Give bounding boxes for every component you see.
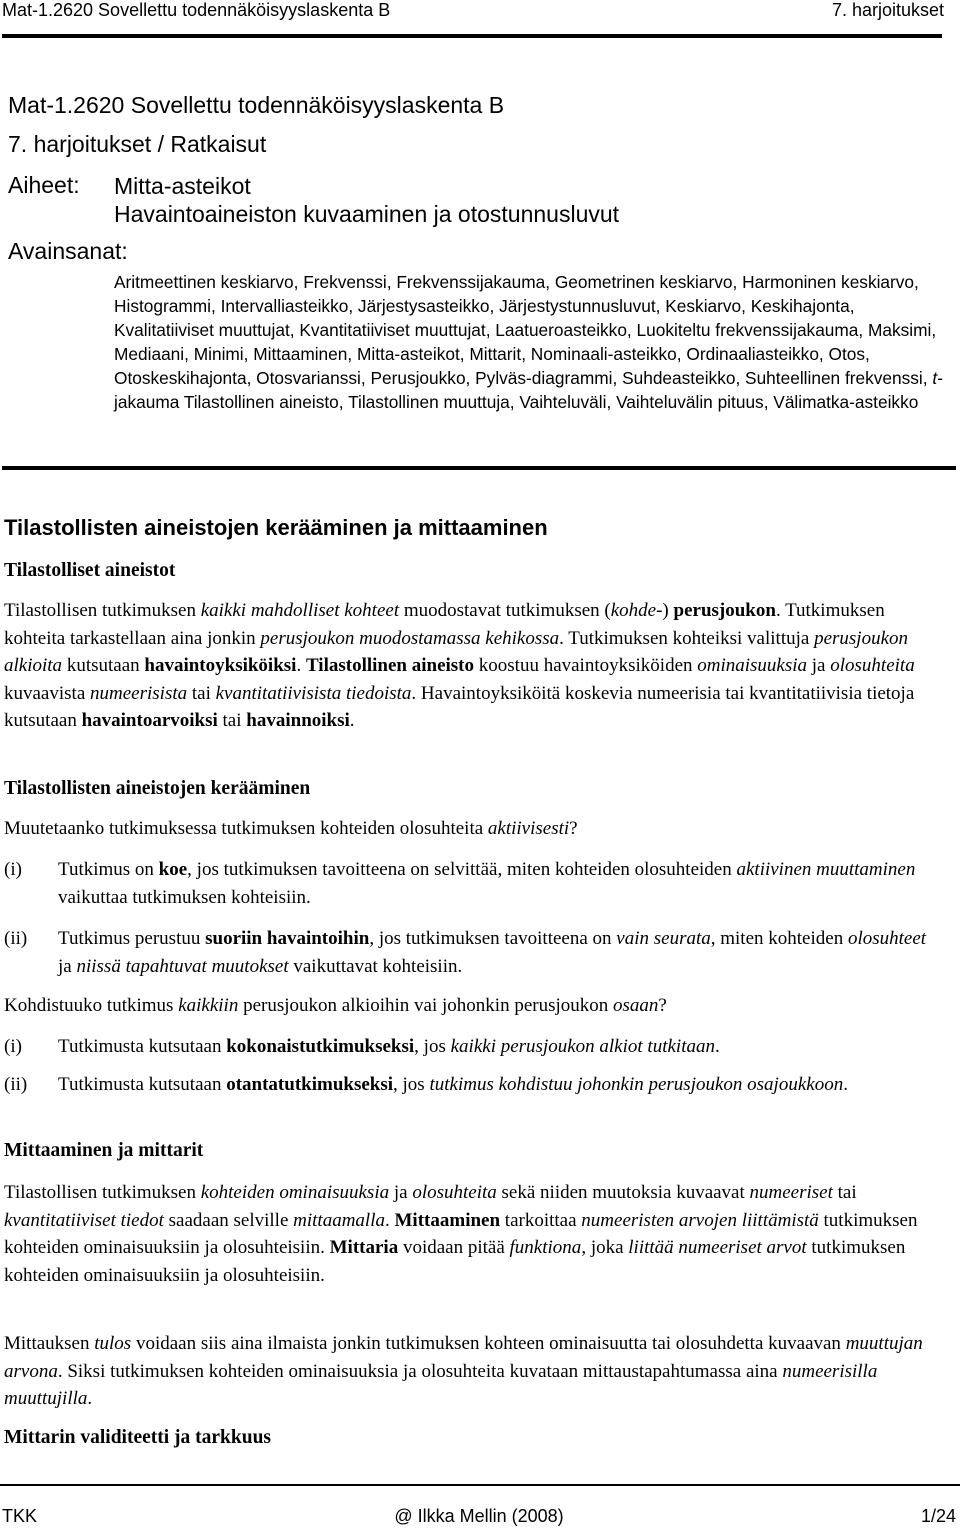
text-run: ja (807, 655, 831, 676)
italic-phrase: kvantitatiiviset tiedot (4, 1209, 164, 1231)
list-item (58, 1033, 938, 1061)
italic-phrase: kohde (610, 600, 657, 621)
keywords-list (114, 270, 954, 414)
text-run: koostuu havaintoyksiköiden (474, 655, 698, 676)
italic-phrase: tutkimus kohdistuu johonkin perusjoukon osajoukkoon (429, 1074, 844, 1095)
text-run: . Tutkimuksen kohteiksi valittuja (559, 627, 815, 649)
footer-page-number: 1/24 (920, 1506, 956, 1526)
italic-phrase: kaikkiin (178, 995, 239, 1016)
text-run: Tutkimusta kutsutaan (58, 1036, 227, 1057)
italic-phrase: kaikki perusjoukon alkiot tutkitaan (450, 1036, 715, 1057)
text-run: kuvaavista (4, 682, 91, 704)
bold-term: havainnoiksi (246, 710, 350, 731)
paragraph (4, 992, 924, 1020)
list-item (58, 856, 938, 911)
exercise-title: 7. harjoitukset / Ratkaisut (8, 131, 267, 157)
text-run: -) (656, 600, 674, 621)
keywords-label: Avainsanat: (8, 238, 128, 264)
subheading: Mittarin validiteetti ja tarkkuus (4, 1427, 272, 1448)
text-run: muodostavat tutkimuksen ( (399, 600, 611, 621)
list-item-number: (i) (4, 859, 22, 880)
italic-phrase: numeerisista (90, 682, 188, 704)
bold-term: Mittaria (329, 1237, 399, 1258)
paragraph (4, 1179, 924, 1289)
list-item-number: (ii) (4, 1074, 28, 1095)
text-run: voidaan pitää (398, 1237, 510, 1258)
topics-label: Aiheet: (8, 172, 80, 198)
italic-phrase: niissä tapahtuvat muutokset (76, 955, 289, 977)
text-run: Tutkimusta kutsutaan (58, 1074, 227, 1095)
footer-author: @ Ilkka Mellin (2008) (394, 1506, 564, 1526)
text-run: tutkimuksen kohteiden ominaisuuksiin ja olosuhteisiin. (4, 1209, 918, 1258)
subheading: Mittaaminen ja mittarit (4, 1140, 204, 1161)
text-run: ? (569, 818, 578, 839)
text-run: voidaan siis aina ilmaista jonkin tutkimuksen kohteen ominaisuutta tai olosuhdetta kuvaavan (131, 1333, 846, 1354)
bold-term: Mittaaminen (394, 1209, 501, 1231)
text-run: , jos (393, 1074, 430, 1095)
text-run: . Siksi tutkimuksen kohteiden ominaisuuksia ja olosuhteita kuvataan mittaustapahtumassa aina (57, 1360, 783, 1382)
header-course: Mat-1.2620 Sovellettu todennäköisyyslaskenta B (2, 0, 391, 20)
italic-phrase: olosuhteita (830, 655, 915, 676)
italic-phrase: numeeriset (749, 1182, 833, 1203)
text-run: Tilastollisen tutkimuksen (4, 600, 201, 621)
text-run: , joka (581, 1237, 629, 1258)
text-run: tai (217, 710, 247, 731)
italic-phrase: tulos (94, 1333, 132, 1354)
text-run: . (349, 710, 355, 731)
keywords-t: t (932, 368, 938, 388)
italic-phrase: numeerisilla muuttujilla (4, 1360, 878, 1409)
list-item (58, 925, 938, 980)
italic-phrase: ominaisuuksia (697, 655, 808, 676)
page-header (2, 0, 944, 24)
footer-rule (0, 1484, 960, 1486)
bold-term: kokonaistutkimukseksi (226, 1036, 415, 1057)
text-run: , jos (414, 1036, 451, 1057)
paragraph (4, 815, 924, 843)
keywords-text: -jakauma Tilastollinen aineisto, Tilastollinen muuttuja, Vaihteluväli, Vaihteluvälin pituus, Välimatka-asteikko (114, 368, 943, 412)
page-footer (2, 1506, 956, 1527)
paragraph (4, 1330, 924, 1413)
text-run: ja (389, 1182, 413, 1203)
italic-phrase: liittää numeeriset arvot (628, 1237, 807, 1258)
list-item-number: (ii) (4, 928, 28, 949)
text-run: vaikuttavat kohteisiin. (288, 955, 463, 977)
italic-phrase: numeeristen arvojen liittämistä (581, 1209, 819, 1231)
text-run: Kohdistuuko tutkimus (4, 995, 179, 1016)
italic-phrase: kohteiden ominaisuuksia (200, 1182, 390, 1203)
text-run: . Tutkimuksen kohteita tarkastellaan aina jonkin (4, 600, 885, 649)
text-run: , miten kohteiden (710, 928, 848, 949)
text-run: Tutkimus perustuu (58, 928, 206, 949)
text-run: . (296, 655, 306, 676)
text-run: Mittauksen (4, 1333, 95, 1354)
footer-institution: TKK (2, 1506, 38, 1526)
bold-term: Tilastollinen aineisto (305, 655, 475, 676)
italic-phrase: aktiivinen muuttaminen (736, 859, 916, 880)
text-run: sekä niiden muutoksia kuvaavat (496, 1182, 750, 1203)
italic-phrase: kaikki mahdolliset kohteet (200, 600, 400, 621)
list-item (58, 1071, 938, 1099)
topic-item: Havaintoaineiston kuvaaminen ja otostunnusluvut (114, 201, 620, 227)
subheading: Tilastollisten aineistojen kerääminen (4, 778, 311, 799)
paragraph (4, 597, 924, 735)
header-rule (2, 34, 942, 38)
italic-phrase: perusjoukon alkioita (4, 627, 908, 676)
text-run: , jos tutkimuksen tavoitteena on selvittää, miten kohteiden olosuhteiden (187, 859, 737, 880)
section-rule (2, 466, 956, 470)
text-run: . Havaintoyksiköitä koskevia numeerisia tai kvantitatiivisia tietoja kutsutaan (4, 682, 915, 731)
bold-term: otantatutkimukseksi (226, 1074, 394, 1095)
text-run: perusjoukon alkioihin vai johonkin perusjoukon (238, 995, 614, 1016)
text-run: tarkoittaa (500, 1209, 582, 1231)
bold-term: havaintoyksiköiksi (144, 655, 297, 676)
text-run: saadaan selville (163, 1209, 294, 1231)
text-run: ja (58, 955, 77, 977)
text-run: . (843, 1074, 848, 1095)
text-run: tutkimuksen kohteiden ominaisuuksiin ja olosuhteisiin. (4, 1237, 906, 1286)
list-item-number: (i) (4, 1036, 22, 1057)
italic-phrase: osaan (613, 995, 659, 1016)
text-run: vaikuttaa tutkimuksen kohteisiin. (58, 886, 311, 908)
text-run: . (714, 1036, 720, 1057)
text-run: Tutkimus on (58, 859, 159, 880)
italic-phrase: vain seurata (616, 928, 711, 949)
text-run: tai (832, 1182, 857, 1203)
italic-phrase: olosuhteita (412, 1182, 497, 1203)
text-run: Muutetaanko tutkimuksessa tutkimuksen kohteiden olosuhteita (4, 818, 488, 839)
text-run: Tilastollisen tutkimuksen (4, 1182, 201, 1203)
italic-phrase: kvantitatiivisista tiedoista (215, 682, 412, 704)
text-run: . (385, 1209, 395, 1231)
text-run: ? (658, 995, 667, 1016)
italic-phrase: funktiona (509, 1237, 582, 1258)
bold-term: koe (158, 859, 188, 880)
text-run: , jos tutkimuksen tavoitteena on (369, 928, 617, 949)
italic-phrase: olosuhteet (847, 928, 927, 949)
text-run: . (87, 1388, 93, 1409)
bold-term: perusjoukon (673, 600, 776, 621)
text-run: kutsutaan (62, 655, 145, 676)
italic-phrase: muuttujan arvona (4, 1333, 923, 1382)
italic-phrase: perusjoukon muodostamassa kehikossa (260, 627, 560, 649)
italic-phrase: mittaamalla (293, 1209, 385, 1231)
text-run: tai (187, 682, 216, 704)
italic-phrase: aktiivisesti (487, 818, 570, 839)
subheading: Tilastolliset aineistot (4, 560, 176, 581)
section-title: Tilastollisten aineistojen kerääminen ja mittaaminen (4, 515, 548, 540)
topic-item: Mitta-asteikot (114, 173, 251, 199)
bold-term: suoriin havaintoihin (205, 928, 370, 949)
bold-term: havaintoarvoiksi (81, 710, 218, 731)
keywords-text: Aritmeettinen keskiarvo, Frekvenssi, Frekvenssijakauma, Geometrinen keskiarvo, Harmoninen keskiarvo, Histogrammi, Intervalliasteikko, Järjestysasteikko, Järjestystunnusluvut, Keskiarvo, Keskihajonta, Kvalitatiiviset muuttujat, Kvantitatiiviset muuttujat, Laatueroasteikko, Luokiteltu frekvenssijakauma, Maksimi, Mediaani, Minimi, Mittaaminen, Mitta-asteikot, Mittarit, Nominaali-asteikko, Ordinaaliasteikko, Otos, Otoskeskihajonta, Otosvarianssi, Perusjoukko, Pylväs-diagrammi, Suhdeasteikko, Suhteellinen frekvenssi, (114, 272, 937, 388)
course-title: Mat-1.2620 Sovellettu todennäköisyyslaskenta B (8, 92, 505, 118)
header-exercise: 7. harjoitukset (831, 0, 944, 20)
